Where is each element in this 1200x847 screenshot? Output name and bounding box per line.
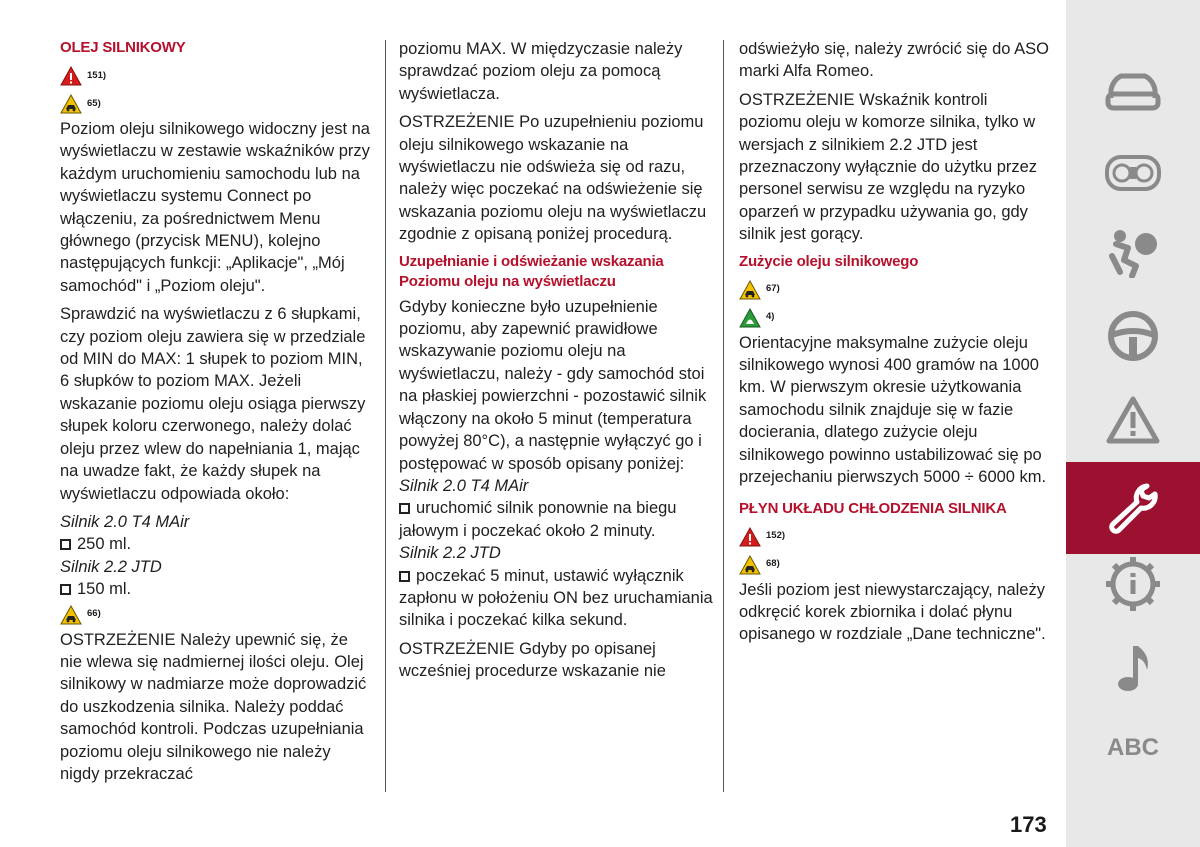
abc-label: ABC <box>1107 734 1159 761</box>
column-2 <box>399 38 714 689</box>
step-item <box>399 497 714 542</box>
step-item <box>399 565 714 632</box>
engine-label: Silnik 2.2 JTD <box>60 557 162 576</box>
wrench-icon[interactable] <box>1066 462 1200 554</box>
caution-ref-row <box>739 551 1049 579</box>
paragraph: OSTRZEŻENIE Gdyby po opisanej wcześniej procedurze wskazanie nie <box>399 639 666 681</box>
heading-engine-oil: OLEJ SILNIKOWY <box>60 39 186 56</box>
amount-text: 250 ml. <box>77 535 132 554</box>
column-divider <box>385 40 386 792</box>
yellow-car-warning-icon <box>60 605 82 625</box>
column-divider <box>723 40 724 792</box>
step-text: uruchomić silnik ponownie na biegu jałowym i poczekać około 2 minuty. <box>399 499 677 540</box>
caution-ref: 65) <box>87 97 101 109</box>
engine-label: Silnik 2.2 JTD <box>399 544 501 563</box>
paragraph: OSTRZEŻENIE Po uzupełnieniu poziomu oleju silnikowego wskazanie na wyświetlaczu nie odświeża się od razu, należy więc poczekać na odświeżenie się wskazania poziomu oleju na wyświetlaczu zgodnie z opisaną poniżej procedurą. <box>399 113 707 244</box>
warning-icon[interactable] <box>1066 390 1200 450</box>
paragraph: odświeżyło się, należy zwrócić się do ASO marki Alfa Romeo. <box>739 40 1049 81</box>
page-number: 173 <box>1010 812 1047 837</box>
caution-ref-row <box>739 276 1049 304</box>
info-gear-icon[interactable] <box>1066 553 1200 615</box>
engine-label: Silnik 2.0 T4 MAir <box>60 512 190 531</box>
bullet-square-icon <box>399 503 410 514</box>
paragraph: poziomu MAX. W międzyczasie należy sprawdzać poziom oleju za pomocą wyświetlacza. <box>399 40 683 103</box>
airbag-icon[interactable] <box>1066 222 1200 282</box>
green-environment-icon <box>739 308 761 328</box>
environment-ref-row <box>739 304 1049 332</box>
heading-coolant: PŁYN UKŁADU CHŁODZENIA SILNIKA <box>739 499 1007 517</box>
red-warning-icon <box>739 527 761 547</box>
red-warning-icon <box>60 66 82 86</box>
bullet-square-icon <box>60 539 71 550</box>
paragraph: Orientacyjne maksymalne zużycie oleju silnikowego wynosi 400 gramów na 1000 km. W pierwszym okresie użytkowania samochodu silnik znajduje się w fazie docierania, dlatego zużycie oleju silnikowego powinno ustabilizować się po przejechaniu pierwszych 5000 ÷ 6000 km. <box>739 333 1047 487</box>
amount-item <box>60 533 372 555</box>
abc-index-link[interactable] <box>1066 728 1200 768</box>
paragraph: Gdyby konieczne było uzupełnienie poziomu, aby zapewnić prawidłowe wskazywanie poziomu oleju na wyświetlaczu, należy - gdy samochód stoi na płaskiej powierzchni - pozostawić silnik włączony na około 5 minut (temperatura powyżej 80°C), a następnie wyłączyć go i postępować w sposób opisany poniżej: <box>399 297 707 473</box>
warning-ref: 152) <box>766 530 786 542</box>
caution-ref-row <box>60 601 372 629</box>
step-text: poczekać 5 minut, ustawić wyłącznik zapłonu w położeniu ON bez uruchamiania silnika i poczekać kilka sekund. <box>399 566 713 630</box>
column-1 <box>60 38 372 791</box>
amount-item <box>60 578 372 600</box>
caution-ref: 68) <box>766 558 780 570</box>
caution-ref: 66) <box>87 608 101 620</box>
amount-text: 150 ml. <box>77 580 132 599</box>
caution-ref: 67) <box>766 283 780 295</box>
paragraph: Jeśli poziom jest niewystarczający, należy odkręcić korek zbiornika i dolać płynu opisanego w rozdziale „Dane techniczne". <box>739 580 1046 644</box>
column-3 <box>739 38 1049 652</box>
paragraph: Sprawdzić na wyświetlaczu z 6 słupkami, czy poziom oleju zawiera się w przedziale od MIN do MAX: 1 słupek to poziom MIN, 6 słupków to poziom MAX. Jeżeli wskazanie poziomu oleju osiąga pierwszy słupek koloru czerwonego, należy dolać oleju przez wlew do napełniania 1, mając na uwadze fakt, że każdy słupek na wyświetlaczu odpowiada około: <box>60 305 366 503</box>
bullet-square-icon <box>399 571 410 582</box>
chapter-sidebar <box>1066 0 1200 847</box>
steering-wheel-icon[interactable] <box>1066 305 1200 367</box>
heading-oil-refill: Uzupełnianie i odświeżanie wskazania Poziomu oleju na wyświetlaczu <box>399 252 664 290</box>
warning-ref-row <box>60 62 372 90</box>
environment-ref: 4) <box>766 311 775 323</box>
caution-ref-row <box>60 90 372 118</box>
paragraph: OSTRZEŻENIE Należy upewnić się, że nie wlewa się nadmiernej ilości oleju. Olej silnikowy w nadmiarze może doprowadzić do uszkodzenia silnika. Należy poddać samochód kontroli. Podczas uzupełniania poziomu oleju silnikowego nie należy nigdy przekraczać <box>60 630 367 783</box>
dashboard-icon[interactable] <box>1066 145 1200 200</box>
engine-label: Silnik 2.0 T4 MAir <box>399 476 529 495</box>
paragraph: Poziom oleju silnikowego widoczny jest na wyświetlaczu w zestawie wskaźników przy każdym uruchomieniu samochodu lub na wyświetlaczu systemu Connect po włączeniu, za pośrednictwem Menu głównego (przycisk MENU), kolejno następujących funkcji: „Aplikacje", „Mój samochód" i „Poziom oleju". <box>60 120 370 295</box>
paragraph: OSTRZEŻENIE Wskaźnik kontroli poziomu oleju w komorze silnika, tylko w wersjach z silnikiem 2.2 JTD jest przeznaczony wyłącznie do użytku przez personel serwisu ze względu na ryzyko oparzeń w przypadku używania go, gdy silnik jest gorący. <box>739 90 1038 244</box>
heading-oil-consumption: Zużycie oleju silnikowego <box>739 252 919 270</box>
warning-ref-row <box>739 523 1049 551</box>
warning-ref: 151) <box>87 69 107 81</box>
music-note-icon[interactable] <box>1066 638 1200 698</box>
yellow-car-warning-icon <box>739 280 761 300</box>
car-icon[interactable] <box>1066 60 1200 120</box>
yellow-car-warning-icon <box>739 555 761 575</box>
yellow-car-warning-icon <box>60 94 82 114</box>
bullet-square-icon <box>60 584 71 595</box>
